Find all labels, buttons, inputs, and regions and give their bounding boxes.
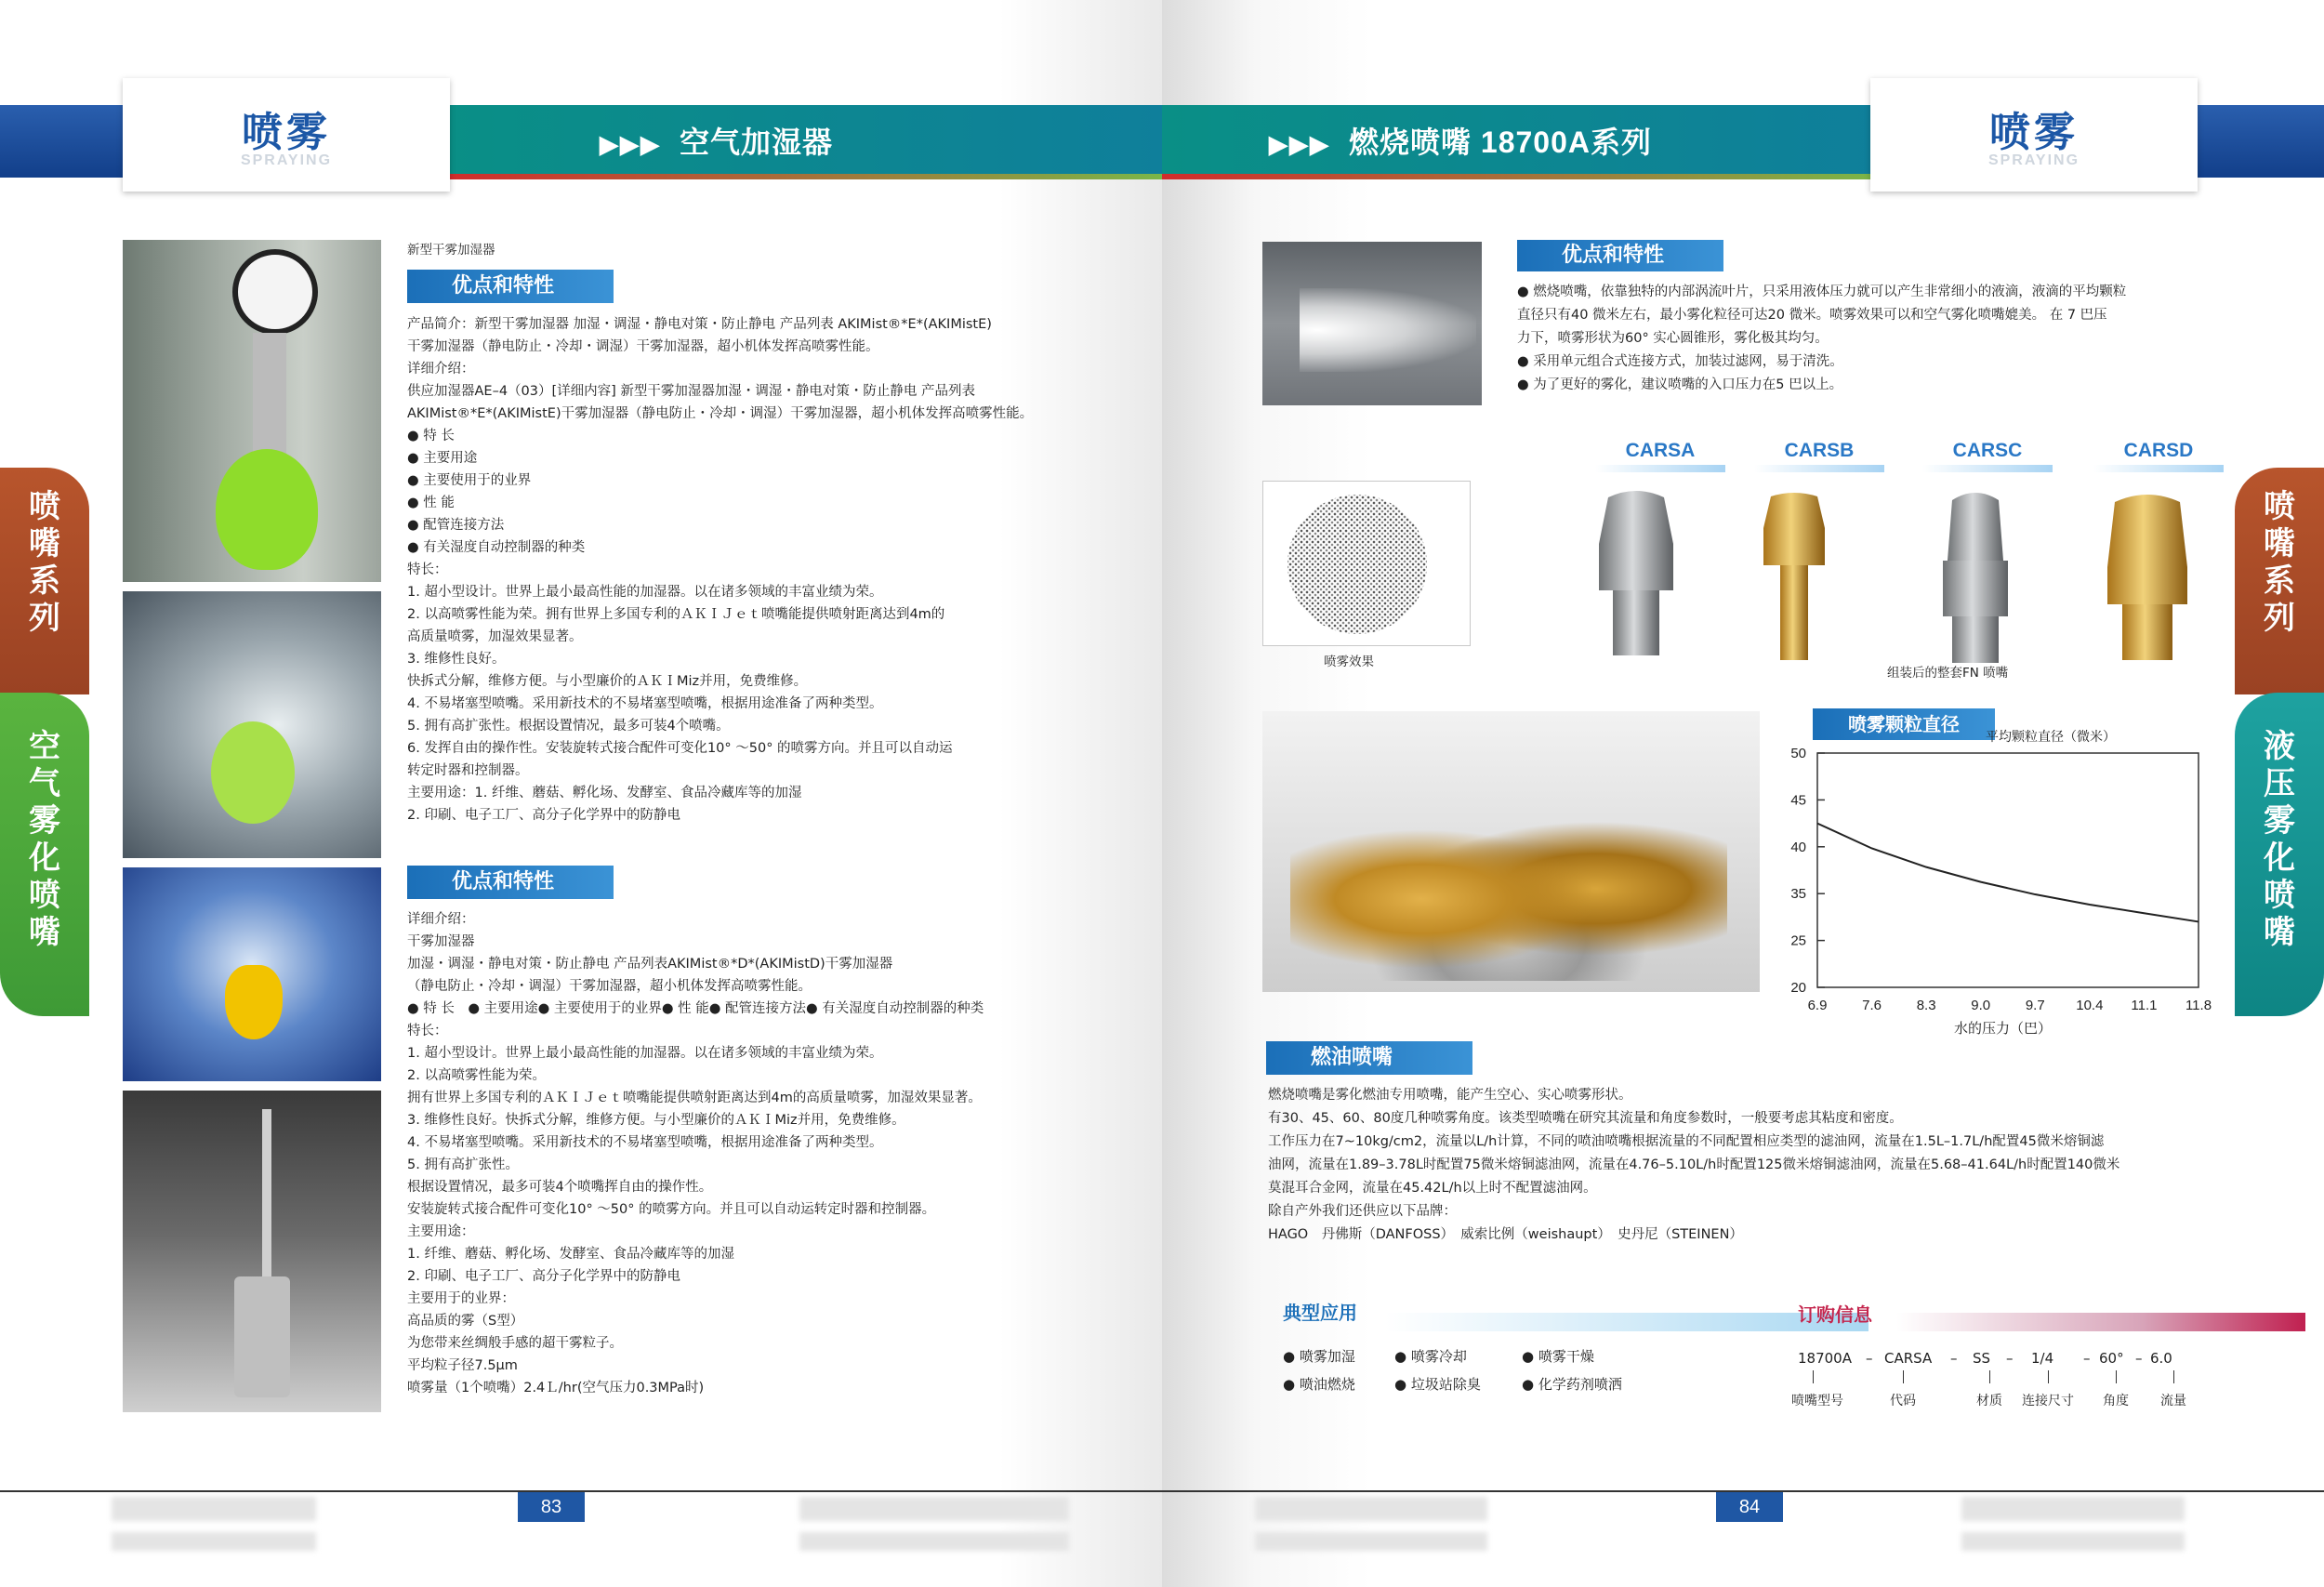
text-line: 2. 以高喷雾性能为荣。拥有世界上多国专利的ＡＫＩＪｅｔ喷嘴能提供喷射距离达到4m的 bbox=[407, 607, 945, 622]
application-item: ● 垃圾站除臭 bbox=[1394, 1376, 1481, 1393]
text-line: 除自产外我们还供应以下品牌： bbox=[1268, 1204, 1457, 1219]
section1-body bbox=[1517, 281, 2126, 397]
text-line: 干雾加湿器 bbox=[407, 934, 475, 949]
spray-nozzle-photo bbox=[1262, 242, 1482, 405]
text-line: 加湿・调湿・静电对策・防止静电 产品列表AKIMist®*D*(AKIMistD)干雾加湿器 bbox=[407, 957, 893, 972]
pressure-gauge-icon bbox=[232, 249, 318, 335]
right-band-title-text: 燃烧喷嘴 18700A系列 bbox=[1349, 126, 1652, 159]
blurred-footer-text bbox=[799, 1532, 1069, 1551]
tank-shape bbox=[234, 1276, 290, 1397]
text-line: 特长： bbox=[407, 1024, 448, 1038]
order-caption: 角度 bbox=[2103, 1394, 2129, 1408]
order-code-part: 1/4 bbox=[2031, 1350, 2054, 1367]
text-line: （静电防止・冷却・调湿）干雾加湿器，超小机体发挥高喷雾性能。 bbox=[407, 979, 812, 994]
application-item: ● 喷油燃烧 bbox=[1283, 1376, 1355, 1393]
text-line: 5. 拥有高扩张性。根据设置情况，最多可装4个喷嘴。 bbox=[407, 719, 730, 734]
application-item: ● 喷雾冷却 bbox=[1394, 1348, 1467, 1365]
model-caption: 组装后的整套FN 喷嘴 bbox=[1887, 666, 2009, 681]
x-tick-label: 8.3 bbox=[1916, 998, 1936, 1013]
yellow-humidifier-body bbox=[225, 965, 283, 1039]
section2-body bbox=[407, 908, 984, 1399]
text-line: 工作压力在7~10kg/cm2，流量以L/h计算，不同的喷油喷嘴根据流量的不同配置相应类型的滤油网，流量在1.5L–1.7L/h配置45微米熔铜滤 bbox=[1268, 1134, 2105, 1149]
text-line: 5. 拥有高扩张性。 bbox=[407, 1157, 519, 1172]
blurred-footer-text bbox=[1255, 1532, 1487, 1551]
right-section-title bbox=[1269, 119, 1652, 162]
text-line: 2. 以高喷雾性能为荣。 bbox=[407, 1068, 546, 1083]
model-underline bbox=[1754, 465, 1884, 472]
order-caption: 流量 bbox=[2160, 1394, 2186, 1408]
model-underline bbox=[1595, 465, 1725, 472]
droplet-pattern bbox=[1287, 495, 1427, 634]
order-code-part: 6.0 bbox=[2150, 1350, 2172, 1367]
green-humidifier-body bbox=[216, 449, 318, 570]
chart-title: 喷雾颗粒直径 bbox=[1813, 708, 1995, 740]
spray-cone-shape bbox=[1300, 288, 1476, 372]
side-tab-nozzle-series[interactable] bbox=[2235, 468, 2324, 694]
triple-arrow-icon: ▶▶▶ bbox=[600, 130, 661, 158]
order-code-part: – bbox=[1866, 1350, 1873, 1367]
blurred-footer-text bbox=[112, 1497, 316, 1521]
nozzle-carsd-image bbox=[2078, 493, 2217, 669]
text-line: 安装旋转式接合配件可变化10° ～50° 的喷雾方向。并且可以自动运转定时器和控制器。 bbox=[407, 1202, 936, 1217]
text-line: 拥有世界上多国专利的ＡＫＩＪｅｔ喷嘴能提供喷射距离达到4m的高质量喷雾，加湿效果显著。 bbox=[407, 1091, 982, 1105]
text-line: 干雾加湿器（静电防止・冷却・调湿）干雾加湿器，超小机体发挥高喷雾性能。 bbox=[407, 339, 879, 354]
text-line: 高品质的雾（S型） bbox=[407, 1314, 524, 1329]
brand-logo bbox=[123, 78, 450, 192]
side-tab-label: 液压雾化喷嘴 bbox=[2264, 728, 2295, 951]
text-line: ● 主要用途 bbox=[407, 451, 478, 466]
text-line: 高质量喷雾，加湿效果显著。 bbox=[407, 629, 583, 644]
header-band-right-blue bbox=[2194, 105, 2324, 178]
text-line: 产品简介：新型干雾加湿器 加湿・调湿・静电对策・防止静电 产品列表 AKIMist®*E*(AKIMistE) bbox=[407, 317, 992, 332]
section-heading: 优点和特性 bbox=[407, 866, 614, 899]
text-line: 1. 纤维、蘑菇、孵化场、发酵室、食品冷藏库等的加湿 bbox=[407, 1247, 734, 1262]
side-tab-hydraulic-atomizing[interactable] bbox=[2235, 693, 2324, 1016]
section-heading: 优点和特性 bbox=[407, 270, 614, 303]
nozzle-carsa-image bbox=[1562, 488, 1710, 665]
page-number: 83 bbox=[518, 1492, 585, 1522]
order-code-part: 60° bbox=[2099, 1350, 2124, 1367]
order-code-part: – bbox=[2083, 1350, 2091, 1367]
x-tick-label: 11.8 bbox=[2185, 998, 2212, 1013]
text-line: 特长： bbox=[407, 562, 448, 577]
order-tick bbox=[2048, 1370, 2049, 1383]
model-label-carsc: CARSC bbox=[1952, 440, 2023, 461]
order-tick bbox=[1903, 1370, 1904, 1383]
text-line: 主要用途： bbox=[407, 1224, 475, 1239]
humidifier-photo-2 bbox=[123, 591, 381, 858]
text-line: 有30、45、60、80度几种喷雾角度。该类型喷嘴在研究其流量和角度参数时，一般要考虑其粘度和密度。 bbox=[1268, 1111, 1903, 1126]
order-caption: 代码 bbox=[1890, 1394, 1916, 1408]
chart-axes bbox=[1817, 753, 2199, 987]
text-line: 3. 维修性良好。快拆式分解，维修方便。与小型廉价的ＡＫＩMiz并用，免费维修。 bbox=[407, 1113, 905, 1128]
humidifier-photo-3 bbox=[123, 867, 381, 1081]
x-tick-label: 11.1 bbox=[2131, 998, 2158, 1013]
order-tick bbox=[2173, 1370, 2174, 1383]
brass-nozzles-shape bbox=[1290, 776, 1727, 981]
text-line: 直径只有40 微米左右，最小雾化粒径可达20 微米。喷雾效果可以和空气雾化喷嘴媲美。 在 7 巴压 bbox=[1517, 308, 2107, 323]
blurred-footer-text bbox=[1961, 1497, 2185, 1521]
text-line: 根据设置情况，最多可装4个喷嘴挥自由的操作性。 bbox=[407, 1180, 713, 1195]
text-line: 力下，喷雾形状为60° 实心圆锥形，雾化极其均匀。 bbox=[1517, 331, 1829, 346]
y-tick-label: 25 bbox=[1790, 932, 1806, 949]
text-line: 为您带来丝绸般手感的超干雾粒子。 bbox=[407, 1336, 623, 1351]
model-label-carsb: CARSB bbox=[1784, 440, 1855, 461]
model-label-carsa: CARSA bbox=[1625, 440, 1696, 461]
order-tick bbox=[1989, 1370, 1990, 1383]
logo-subtext: SPRAYING bbox=[1987, 152, 2080, 168]
x-tick-label: 9.7 bbox=[2025, 998, 2045, 1013]
order-code-part: 18700A bbox=[1798, 1350, 1852, 1367]
header-stripe bbox=[1162, 174, 1878, 179]
order-tick bbox=[2116, 1370, 2117, 1383]
text-line: 喷雾量（1个喷嘴）2.4Ｌ/hr(空气压力0.3MPa时) bbox=[407, 1381, 705, 1395]
model-label-carsd: CARSD bbox=[2123, 440, 2194, 461]
order-underline bbox=[1896, 1313, 2305, 1331]
text-line: ● 为了更好的雾化，建议喷嘴的入口压力在5 巴以上。 bbox=[1517, 377, 1843, 392]
section-heading: 燃油喷嘴 bbox=[1266, 1041, 1472, 1075]
header-band-left-blue bbox=[0, 105, 130, 178]
text-line: ● 特 长 bbox=[407, 429, 455, 443]
order-caption: 喷嘴型号 bbox=[1791, 1394, 1843, 1408]
text-line: 油网，流量在1.89–3.78L时配置75微米熔铜滤油网，流量在4.76–5.10L/h时配置125微米熔铜滤油网，流量在5.68–41.64L/h时配置140微米 bbox=[1268, 1157, 2120, 1172]
blurred-footer-text bbox=[1255, 1497, 1487, 1521]
spray-pattern-photo bbox=[1262, 481, 1471, 646]
text-line: 4. 不易堵塞型喷嘴。采用新技术的不易堵塞型喷嘴，根据用途准备了两种类型。 bbox=[407, 1135, 883, 1150]
nozzle-collection-photo bbox=[1262, 711, 1760, 992]
spray-effect-caption: 喷雾效果 bbox=[1324, 655, 1374, 669]
text-line: 2. 印刷、电子工厂、高分子化学界中的防静电 bbox=[407, 1269, 680, 1284]
side-tab-air-atomizing[interactable] bbox=[0, 693, 89, 1016]
order-code-part: SS bbox=[1973, 1350, 1991, 1367]
y-tick-label: 50 bbox=[1790, 746, 1806, 761]
text-line: 6. 发挥自由的操作性。安装旋转式接合配件可变化10° ～50° 的喷雾方向。并且可以自动运 bbox=[407, 741, 953, 756]
model-underline bbox=[1922, 465, 2053, 472]
text-line: 平均粒子径7.5μm bbox=[407, 1358, 518, 1373]
text-line: ● 主要使用于的业界 bbox=[407, 473, 532, 488]
chart-frame bbox=[1817, 753, 2199, 987]
text-line: ● 配管连接方法 bbox=[407, 518, 505, 533]
order-code-part: – bbox=[1950, 1350, 1958, 1367]
order-caption: 材质 bbox=[1976, 1394, 2002, 1408]
side-tab-label: 喷嘴系列 bbox=[29, 488, 60, 637]
x-tick-label: 9.0 bbox=[1971, 998, 1991, 1013]
y-tick-label: 40 bbox=[1790, 839, 1806, 855]
header-stripe bbox=[446, 174, 1162, 179]
x-tick-label: 10.4 bbox=[2076, 998, 2104, 1013]
text-line: 3. 维修性良好。 bbox=[407, 652, 506, 667]
application-item: ● 化学药剂喷洒 bbox=[1522, 1376, 1622, 1393]
text-line: 供应加湿器AE–4（03）[详细内容] 新型干雾加湿器加湿・调湿・静电对策・防止静电 产品列表 bbox=[407, 384, 976, 399]
section2-body bbox=[1268, 1084, 2119, 1247]
text-line: ● 性 能 bbox=[407, 496, 455, 510]
logo-subtext: SPRAYING bbox=[240, 152, 333, 168]
text-line: 燃烧喷嘴是雾化燃油专用喷嘴，能产生空心、实心喷雾形状。 bbox=[1268, 1088, 1632, 1103]
text-line: 快拆式分解，维修方便。与小型廉价的ＡＫＩMiz并用，免费维修。 bbox=[407, 674, 808, 689]
text-line: ● 燃烧喷嘴，依靠独特的内部涡流叶片，只采用液体压力就可以产生非常细小的液滴，液滴的平均颗粒 bbox=[1517, 284, 2127, 299]
application-item: ● 喷雾干燥 bbox=[1522, 1348, 1594, 1365]
applications-underline bbox=[1385, 1313, 1868, 1331]
order-code-part: – bbox=[2006, 1350, 2014, 1367]
blurred-footer-text bbox=[799, 1497, 1069, 1521]
logo-text: 喷雾 bbox=[242, 109, 331, 156]
left-band-title-text: 空气加湿器 bbox=[680, 126, 834, 159]
chart-y-unit: 平均颗粒直径（微米） bbox=[1986, 730, 2116, 745]
text-line: 1. 超小型设计。世界上最小最高性能的加湿器。以在诸多领域的丰富业绩为荣。 bbox=[407, 1046, 883, 1061]
nozzle-carsc-image bbox=[1910, 491, 2040, 668]
text-line: 4. 不易堵塞型喷嘴。采用新技术的不易堵塞型喷嘴，根据用途准备了两种类型。 bbox=[407, 696, 883, 711]
nozzle-carsb-image bbox=[1734, 491, 1855, 668]
text-line: 莫混耳合金网，流量在45.42L/h以上时不配置滤油网。 bbox=[1268, 1181, 1597, 1196]
new-product-caption: 新型干雾加湿器 bbox=[407, 243, 495, 258]
side-tab-label: 空气雾化喷嘴 bbox=[29, 728, 60, 951]
y-tick-label: 45 bbox=[1790, 792, 1806, 809]
text-line: 2. 印刷、电子工厂、高分子化学界中的防静电 bbox=[407, 808, 680, 823]
blurred-footer-text bbox=[1961, 1532, 2185, 1551]
y-tick-label: 35 bbox=[1790, 886, 1806, 903]
green-humidifier-body bbox=[211, 721, 295, 824]
application-item: ● 喷雾加湿 bbox=[1283, 1348, 1355, 1365]
text-line: ● 采用单元组合式连接方式，加装过滤网，易于清洗。 bbox=[1517, 354, 1843, 369]
page-number: 84 bbox=[1716, 1492, 1783, 1522]
logo-text: 喷雾 bbox=[1989, 109, 2079, 156]
humidifier-photo-1 bbox=[123, 240, 381, 582]
order-code-part: CARSA bbox=[1884, 1350, 1933, 1367]
left-section-title bbox=[600, 119, 833, 162]
particle-size-chart bbox=[1766, 744, 2212, 1051]
text-line: 主要用途：1. 纤维、蘑菇、孵化场、发酵室、食品冷藏库等的加湿 bbox=[407, 786, 802, 800]
text-line: 1. 超小型设计。世界上最小最高性能的加湿器。以在诸多领域的丰富业绩为荣。 bbox=[407, 585, 883, 600]
text-line: ● 特 长 ● 主要用途● 主要使用于的业界● 性 能● 配管连接方法● 有关湿度自动控制器的种类 bbox=[407, 1001, 984, 1016]
right-page bbox=[1162, 0, 2324, 1587]
text-line: 详细介绍： bbox=[407, 362, 475, 377]
brand-logo bbox=[1870, 78, 2198, 192]
text-line: 详细介绍： bbox=[407, 912, 475, 927]
order-code-part: – bbox=[2135, 1350, 2143, 1367]
order-tick bbox=[1813, 1370, 1814, 1383]
chart-x-label: 水的压力（巴） bbox=[1954, 1020, 2053, 1037]
section1-body bbox=[407, 313, 1033, 827]
side-tab-nozzle-series[interactable] bbox=[0, 468, 89, 694]
x-tick-label: 6.9 bbox=[1807, 998, 1828, 1013]
model-underline bbox=[2093, 465, 2224, 472]
x-tick-label: 7.6 bbox=[1862, 998, 1882, 1013]
order-heading: 订购信息 bbox=[1798, 1303, 1872, 1326]
text-line: 转定时器和控制器。 bbox=[407, 763, 529, 778]
text-line: AKIMist®*E*(AKIMistE)干雾加湿器（静电防止・冷却・调湿）干雾加湿器，超小机体发挥高喷雾性能。 bbox=[407, 406, 1034, 421]
blurred-footer-text bbox=[112, 1532, 316, 1551]
side-tab-label: 喷嘴系列 bbox=[2264, 488, 2295, 637]
order-caption: 连接尺寸 bbox=[2022, 1394, 2074, 1408]
text-line: HAGO 丹佛斯（DANFOSS） 威索比例（weishaupt） 史丹尼（STEINEN） bbox=[1268, 1227, 1743, 1242]
humidifier-photo-4 bbox=[123, 1091, 381, 1412]
applications-heading: 典型应用 bbox=[1283, 1302, 1357, 1324]
y-tick-label: 20 bbox=[1790, 980, 1806, 996]
text-line: 主要用于的业界： bbox=[407, 1291, 515, 1306]
triple-arrow-icon: ▶▶▶ bbox=[1269, 130, 1330, 158]
section-heading: 优点和特性 bbox=[1517, 240, 1723, 271]
text-line: ● 有关湿度自动控制器的种类 bbox=[407, 540, 586, 555]
